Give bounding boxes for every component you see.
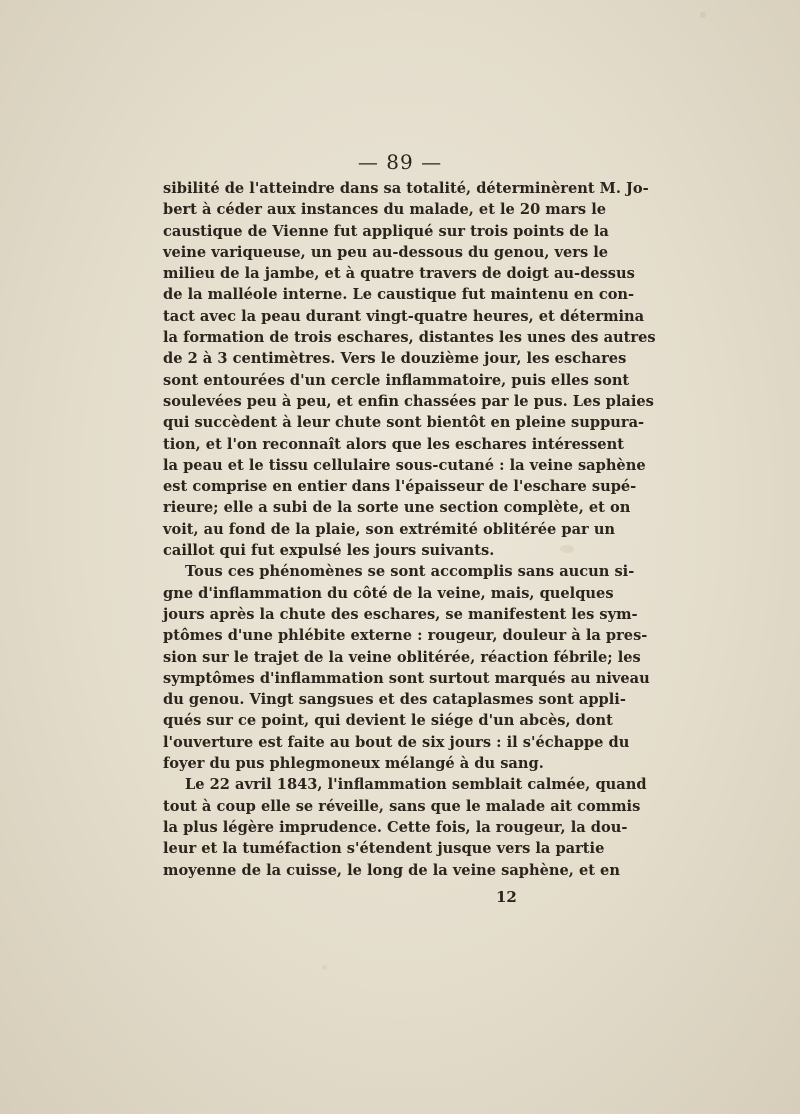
text-line: sont entourées d'un cercle inflammatoire, puis elles sont bbox=[163, 371, 630, 389]
text-line: tout à coup elle se réveille, sans que le malade ait commis bbox=[163, 797, 641, 815]
text-line: Le 22 avril 1843, l'inflammation semblait calmée, quand bbox=[185, 776, 647, 794]
text-line: caillot qui fut expulsé les jours suivants. bbox=[163, 542, 495, 560]
text-line: moyenne de la cuisse, le long de la veine saphène, et en bbox=[163, 861, 620, 879]
text-line: caustique de Vienne fut appliqué sur trois points de la bbox=[163, 222, 609, 240]
page-number-header: — 89 — bbox=[357, 150, 443, 174]
text-line: la formation de trois eschares, distantes les unes des autres bbox=[163, 329, 656, 347]
text-line: la plus légère imprudence. Cette fois, la rougeur, la dou- bbox=[163, 818, 628, 836]
body-text bbox=[163, 178, 656, 881]
paper-spot bbox=[322, 965, 327, 970]
text-line: rieure; elle a subi de la sorte une section complète, et on bbox=[163, 499, 631, 517]
text-line: la peau et le tissu cellulaire sous-cutané : la veine saphène bbox=[163, 456, 646, 474]
text-line: leur et la tuméfaction s'étendent jusque vers la partie bbox=[163, 840, 605, 858]
text-line: l'ouverture est faite au bout de six jours : il s'échappe du bbox=[163, 733, 630, 751]
text-line: foyer du pus phlegmoneux mélangé à du sang. bbox=[163, 755, 544, 773]
text-line: voit, au fond de la plaie, son extrémité oblitérée par un bbox=[163, 520, 616, 538]
text-line: ptômes d'une phlébite externe : rougeur, douleur à la pres- bbox=[163, 627, 648, 645]
text-line: veine variqueuse, un peu au-dessous du genou, vers le bbox=[163, 243, 609, 261]
text-line: gne d'inflammation du côté de la veine, mais, quelques bbox=[163, 584, 614, 602]
text-line: sibilité de l'atteindre dans sa totalité, déterminèrent M. Jo- bbox=[163, 180, 649, 197]
text-line: de la malléole interne. Le caustique fut maintenu en con- bbox=[163, 286, 635, 304]
text-line: soulevées peu à peu, et enfin chassées par le pus. Les plaies bbox=[163, 392, 654, 410]
text-line: du genou. Vingt sangsues et des cataplasmes sont appli- bbox=[163, 691, 626, 709]
text-line: jours après la chute des eschares, se manifestent les sym- bbox=[163, 605, 638, 623]
text-line: Tous ces phénomènes se sont accomplis sans aucun si- bbox=[185, 563, 635, 581]
text-line: symptômes d'inflammation sont surtout marqués au niveau bbox=[163, 669, 650, 687]
text-line: milieu de la jambe, et à quatre travers de doigt au-dessus bbox=[163, 265, 635, 283]
text-line: est comprise en entier dans l'épaisseur de l'eschare supé- bbox=[163, 478, 637, 496]
text-line: sion sur le trajet de la veine oblitérée, réaction fébrile; les bbox=[163, 648, 641, 666]
text-line: de 2 à 3 centimètres. Vers le douzième jour, les eschares bbox=[163, 350, 627, 368]
text-line: qués sur ce point, qui devient le siége d'un abcès, dont bbox=[163, 712, 613, 730]
signature-mark: 12 bbox=[496, 888, 517, 906]
text-line: qui succèdent à leur chute sont bientôt en pleine suppura- bbox=[163, 414, 645, 432]
text-line: tact avec la peau durant vingt-quatre heures, et détermina bbox=[163, 307, 645, 325]
paper-spot bbox=[700, 12, 706, 18]
text-line: tion, et l'on reconnaît alors que les eschares intéressent bbox=[163, 435, 624, 453]
text-line: bert à céder aux instances du malade, et le 20 mars le bbox=[163, 201, 607, 219]
